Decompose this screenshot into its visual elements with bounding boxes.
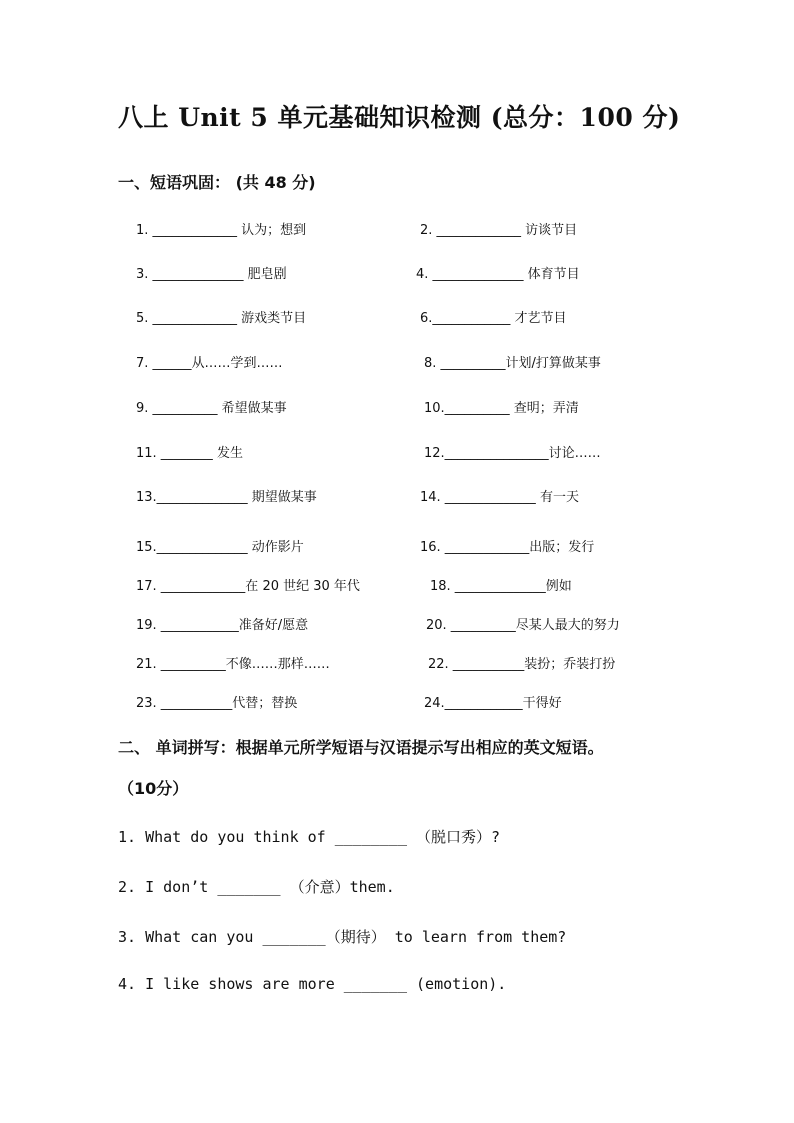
phrase-item-19: 19. ____________准备好/愿意 [136,618,309,633]
phrase-item-5: 5. _____________ 游戏类节目 [136,311,307,326]
phrase-item-7: 7. ______从……学到…… [136,356,283,371]
phrase-item-21: 21. __________不像……那样…… [136,657,330,672]
phrase-item-4: 4. ______________ 体育节目 [416,267,580,282]
phrase-item-8: 8. __________计划/打算做某事 [424,356,601,371]
phrase-item-13: 13.______________ 期望做某事 [136,490,317,505]
spelling-question-2: 2. I don’t _______ （介意）them. [118,878,395,896]
phrase-item-9: 9. __________ 希望做某事 [136,401,287,416]
phrase-item-16: 16. _____________出版；发行 [420,540,595,555]
phrase-item-20: 20. __________尽某人最大的努力 [426,618,620,633]
phrase-item-24: 24.____________干得好 [424,696,562,711]
phrase-item-2: 2. _____________ 访谈节目 [420,223,578,238]
phrase-item-1: 1. _____________ 认为；想到 [136,223,307,238]
phrase-item-10: 10.__________ 查明；弄清 [424,401,579,416]
phrase-item-3: 3. ______________ 肥皂剧 [136,267,287,282]
phrase-item-23: 23. ___________代替；替换 [136,696,298,711]
spelling-question-1: 1. What do you think of ________ （脱口秀）? [118,828,501,846]
phrase-item-6: 6.____________ 才艺节目 [420,311,567,326]
spelling-question-4: 4. I like shows are more _______ (emotion). [118,975,507,993]
phrase-item-14: 14. ______________ 有一天 [420,490,579,505]
spelling-question-3: 3. What can you _______（期待） to learn from them? [118,928,567,946]
phrase-item-17: 17. _____________在 20 世纪 30 年代 [136,579,360,594]
section2-heading: 二、 单词拼写：根据单元所学短语与汉语提示写出相应的英文短语。 [118,738,604,757]
phrase-item-18: 18. ______________例如 [430,579,572,594]
page-title: 八上 Unit 5 单元基础知识检测 (总分：100 分) [118,103,681,132]
section2-points: （10分） [118,779,189,798]
phrase-item-22: 22. ___________装扮；乔装打扮 [428,657,616,672]
section1-heading: 一、短语巩固： (共 48 分) [118,173,316,192]
phrase-item-15: 15.______________ 动作影片 [136,540,304,555]
phrase-item-11: 11. ________ 发生 [136,446,243,461]
phrase-item-12: 12.________________讨论…… [424,446,601,461]
